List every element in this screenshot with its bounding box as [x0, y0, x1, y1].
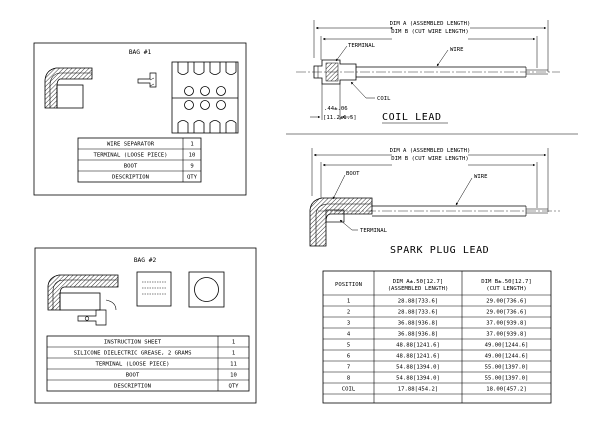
spark-plug-lead-title: SPARK PLUG LEAD — [390, 245, 490, 256]
bag2-boot-icon — [48, 275, 118, 310]
bag2-row-desc: BOOT — [125, 372, 140, 379]
bag2-grease-packet-icon — [189, 272, 224, 307]
row-position: 2 — [346, 309, 351, 316]
bag2-row-qty: 11 — [230, 361, 237, 368]
bag1-boot-icon — [45, 68, 92, 108]
coil-terminal-label: TERMINAL — [348, 43, 375, 49]
coil-lead-drawing — [296, 20, 560, 123]
coil-wire-label: WIRE — [450, 47, 464, 53]
row-dim-a: 54.88[1394.0] — [396, 364, 440, 371]
bag2-row-desc: TERMINAL (LOOSE PIECE) — [95, 361, 170, 368]
bag2-header-qty: QTY — [228, 383, 239, 390]
row-dim-a: 48.88[1241.6] — [396, 342, 440, 349]
row-dim-a: 48.88[1241.6] — [396, 353, 440, 360]
bag2-row-desc: INSTRUCTION SHEET — [103, 339, 162, 346]
coil-dim-a: DIM A (ASSEMBLED LENGTH) — [389, 21, 471, 27]
spark-dim-b: DIM B (CUT WIRE LENGTH) — [391, 156, 469, 162]
row-dim-b: 49.00[1244.6] — [484, 353, 529, 360]
bag1-row-desc: BOOT — [123, 163, 138, 170]
bag2-row-qty: 1 — [231, 350, 236, 357]
coil-dim-small-mm: [11.2±1.5] — [323, 115, 357, 121]
coil-lead-title: COIL LEAD — [382, 112, 442, 123]
bag1-terminal-icon — [138, 73, 156, 87]
bag2-row-desc: SILICONE DIELECTRIC GREASE, 2 GRAMS — [73, 350, 192, 357]
bag1-header-desc: DESCRIPTION — [111, 174, 150, 181]
table-header-dim-b-sub: (CUT LENGTH) — [486, 286, 527, 292]
row-dim-a: 28.88[733.6] — [397, 298, 439, 305]
row-position: 5 — [346, 342, 351, 349]
coil-dim-b: DIM B (CUT WIRE LENGTH) — [391, 29, 469, 35]
row-dim-a: 36.88[936.8] — [397, 331, 439, 338]
row-dim-b: 55.00[1397.0] — [484, 364, 529, 371]
row-dim-a: 28.88[733.6] — [397, 309, 439, 316]
row-dim-b: 49.00[1244.6] — [484, 342, 529, 349]
bag2-row-qty: 10 — [230, 372, 237, 379]
bag1-panel — [34, 43, 246, 195]
bag2-panel — [35, 248, 256, 403]
row-position: 7 — [346, 364, 351, 371]
bag1-row-qty: 1 — [190, 141, 194, 148]
bag1-row-qty: 9 — [190, 163, 194, 170]
table-header-dim-b: DIM B±.50[12.7] — [481, 279, 532, 285]
row-dim-b: 29.00[736.6] — [486, 298, 527, 305]
bag2-terminal-icon — [78, 300, 116, 325]
coil-coil-label: COIL — [377, 96, 391, 102]
bag1-header-qty: QTY — [186, 174, 198, 181]
bag2-title: BAG #2 — [133, 257, 157, 264]
row-position: COIL — [341, 386, 356, 393]
bag1-row-desc: WIRE SEPARATOR — [106, 141, 155, 148]
row-dim-a: 36.88[936.8] — [397, 320, 439, 327]
row-position: 1 — [346, 298, 351, 305]
table-header-position: POSITION — [335, 282, 362, 288]
bag1-row-qty: 10 — [188, 152, 196, 159]
row-position: 4 — [346, 331, 351, 338]
row-dim-b: 29.00[736.6] — [486, 309, 527, 316]
spark-plug-lead-drawing — [310, 148, 560, 256]
row-dim-b: 18.00[457.2] — [486, 386, 527, 393]
row-position: 8 — [346, 375, 351, 382]
table-header-dim-a: DIM A±.50[12.7] — [392, 279, 444, 285]
table-header-dim-a-sub: (ASSEMBLED LENGTH) — [387, 286, 449, 292]
bag2-table — [47, 336, 249, 391]
row-dim-b: 55.00[1397.0] — [484, 375, 529, 382]
table-row — [342, 387, 527, 393]
row-position: 6 — [346, 353, 351, 360]
spark-boot-label: BOOT — [346, 171, 360, 177]
bag2-row-qty: 1 — [231, 339, 236, 346]
row-position: 3 — [346, 320, 351, 327]
coil-dim-small-inch: .44±.06 — [324, 106, 348, 112]
row-dim-b: 37.00[939.8] — [486, 320, 527, 327]
row-dim-a: 17.88[454.2] — [397, 386, 439, 393]
bag1-row-desc: TERMINAL (LOOSE PIECE) — [93, 152, 168, 159]
row-dim-a: 54.88[1394.0] — [396, 375, 440, 382]
spark-terminal-label: TERMINAL — [360, 228, 387, 234]
bag2-instruction-sheet-icon — [137, 272, 171, 306]
spark-dim-a: DIM A (ASSEMBLED LENGTH) — [389, 148, 471, 154]
bag1-title: BAG #1 — [128, 49, 152, 56]
row-dim-b: 37.00[939.8] — [486, 331, 527, 338]
bag1-table — [78, 138, 201, 182]
dimension-table — [323, 271, 551, 403]
bag1-wire-separator-icon — [172, 62, 238, 133]
bag2-header-desc: DESCRIPTION — [113, 383, 152, 390]
spark-wire-label: WIRE — [474, 174, 488, 180]
